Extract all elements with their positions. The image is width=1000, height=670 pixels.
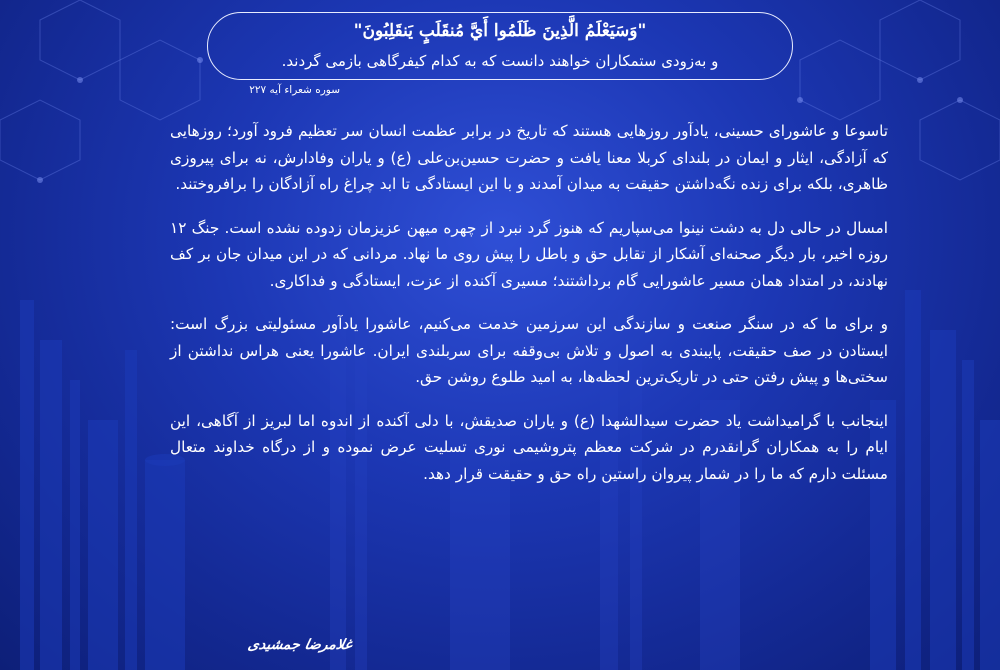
paragraph: و برای ما که در سنگر صنعت و سازندگی این سرزمین خدمت می‌کنیم، عاشورا یادآور مسئولیتی بزرگ است: ایستادن در صف حقیقت، پایبندی به اصول و تلاش بی‌وقفه برای سربلندی ایران. عاشورا یعنی هراس نداشتن از سختی‌ها و پیش رفتن حتی در تاریک‌ترین لحظه‌ها، به امید طلوع روشن حق.: [170, 315, 888, 386]
paragraph: امسال در حالی دل به دشت نینوا می‌سپاریم که هنوز گرد نبرد از چهره میهن عزیزمان زدوده نشده است. جنگ ۱۲ روزه اخیر، بار دیگر صحنه‌ای آشکار از تقابل حق و باطل را پیش روی ما نهاد. مردانی که در این میدان جان بر کف نهادند، در امتداد همان مسیر عاشورایی گام برداشتند؛ مسیری آکنده از عزت، ایستادگی و فداکاری.: [170, 218, 888, 290]
paragraph: تاسوعا و عاشورای حسینی، یادآور روزهایی هستند که تاریخ در برابر عظمت انسان سر تعظیم فرود آورد؛ روزهایی که آزادگی، ایثار و ایمان در بلندای کربلا معنا یافت و حضرت حسین‌بن‌علی (ع) و یاران وفادارش، نه برای پیروزی ظاهری، بلکه برای زنده نگه‌داشتن حقیقت به میدان آمدند و با این ایستادگی تا ابد چراغ راه آزادگان را برافروختند.: [170, 122, 888, 193]
verse-frame: [207, 12, 793, 80]
message-body: [170, 118, 888, 504]
signature: غلامرضا جمشیدی: [246, 637, 354, 653]
verse-translation: و به‌زودی ستمکاران خواهند دانست که به کدام کیفرگاهی بازمی گردند.: [281, 52, 719, 70]
paragraph: اینجانب با گرامیداشت یاد حضرت سیدالشهدا (ع) و یاران صدیقش، با دلی آکنده از اندوه اما لبریز از آگاهی، این ایام را به همکاران گرانقدرم در شرکت معظم پتروشیمی نوری تسلیت عرض نموده و از درگاه خداوند متعال مسئلت دارم که ما را در شمار پیروان راستین راه حق و حقیقت قرار دهد.: [170, 411, 888, 483]
verse-arabic: "وَسَيَعْلَمُ الَّذِينَ ظَلَمُوا أَيَّ مُنقَلَبٍ يَنقَلِبُونَ": [353, 21, 647, 41]
verse-source: سوره شعراء آیه ۲۲۷: [249, 84, 340, 96]
